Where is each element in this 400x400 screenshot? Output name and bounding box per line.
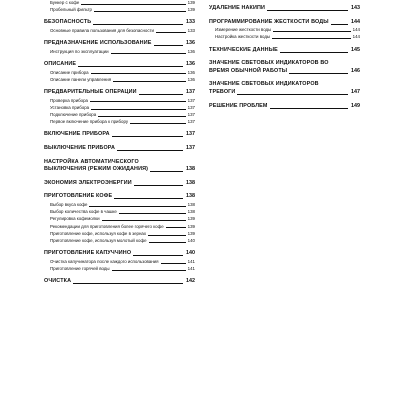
toc-leader-line [134,185,183,186]
toc-leader-line [91,73,186,74]
toc-subsection-entry [44,104,195,111]
toc-leader-line [102,220,186,221]
toc-subsection-entry [44,223,195,230]
toc-page-number: 147 [351,88,360,95]
toc-leader-line [267,10,348,11]
toc-page-number: 149 [351,102,360,109]
toc-entry-title: УДАЛЕНИЕ НАКИПИ [209,5,266,11]
toc-leader-line [111,53,186,54]
toc-section-entry [209,81,360,96]
toc-leader-line [270,108,348,109]
toc-leader-line [89,206,185,207]
toc-entry-title: НАСТРОЙКА АВТОМАТИЧЕСКОГО ВЫКЛЮЧЕНИЯ (РЕЖИМ ОЖИДАНИЯ) [44,158,149,173]
toc-entry-title: Регулировка кофемолки [50,216,100,222]
toc-left-column [44,0,195,286]
toc-page-number: 138 [187,209,195,215]
toc-page-number: 142 [186,278,195,285]
toc-page-number: 137 [187,104,195,110]
toc-leader-line [280,52,348,53]
toc-leader-line [161,263,186,264]
toc-page-number: 138 [186,179,195,186]
toc-subsection-entry [44,76,195,83]
toc-page-number: 137 [186,131,195,138]
toc-page-number: 136 [187,48,195,54]
toc-entry-title: Приготовление кофе, используя кофе в зернах [50,230,147,236]
toc-section-entry [44,278,195,286]
toc-section-entry [209,47,360,55]
toc-page-number: 138 [186,193,195,200]
toc-subsection-entry [44,258,195,265]
toc-section-entry [44,193,195,201]
toc-leader-line [90,101,186,102]
toc-page-number: 139 [187,223,195,229]
toc-subsection-entry [44,230,195,237]
toc-leader-line [133,255,183,256]
toc-leader-line [91,109,186,110]
toc-entry-title: ОЧИСТКА [44,278,72,285]
toc-subsection-entry [44,97,195,104]
toc-leader-line [113,81,186,82]
toc-right-column [209,5,360,110]
toc-leader-line [166,227,186,228]
toc-page-number: 137 [186,89,195,95]
toc-subsection-entry [44,208,195,215]
toc-entry-title: ПРИГОТОВЛЕНИЕ КАПУЧЧИНО [44,250,132,257]
toc-entry-title: Установка прибора [50,104,90,110]
toc-subsection-entry [209,26,360,33]
toc-page-number: 139 [187,0,195,5]
toc-leader-line [272,38,351,39]
toc-page-number: 139 [187,7,195,13]
toc-subsection-entry [44,215,195,222]
toc-leader-line [237,94,348,95]
toc-page-number: 141 [187,265,195,271]
toc-leader-line [78,66,183,67]
toc-page-number: 137 [187,112,195,117]
toc-page-number: 146 [351,67,360,74]
toc-entry-title: Настройка жесткости воды [215,34,271,40]
toc-page-number: 144 [352,27,360,33]
toc-page-number: 137 [187,97,195,103]
toc-entry-title: Приготовление кофе, используя молотый кофе [50,237,147,243]
toc-subsection-entry [44,265,195,272]
toc-entry-title: ПРЕДВАРИТЕЛЬНЫЕ ОПЕРАЦИИ [44,89,137,95]
toc-page-number: 139 [187,230,195,236]
toc-leader-line [150,171,183,172]
toc-entry-title: ПРЕДНАЗНАЧЕНИЕ ИСПОЛЬЗОВАНИЕ [44,40,152,47]
toc-leader-line [289,73,348,74]
toc-entry-title: Инструкция по эксплуатации [50,48,109,54]
toc-leader-line [149,242,186,243]
toc-leader-line [119,213,186,214]
toc-section-entry [44,180,195,188]
toc-leader-line [117,150,183,151]
toc-page-number: 136 [187,76,195,82]
toc-entry-title: Описание прибора [50,69,89,75]
toc-subsection-entry [44,69,195,76]
toc-entry-title: ВЫКЛЮЧЕНИЕ ПРИБОРА [44,145,116,151]
toc-subsection-entry [44,237,195,244]
toc-leader-line [273,31,350,32]
toc-entry-title: Описание панели управления [50,76,112,82]
toc-page-number: 139 [187,216,195,222]
toc-entry-title: Основные правила пользования для безопасности [50,28,154,33]
toc-section-entry [44,250,195,258]
toc-leader-line [112,136,183,137]
toc-entry-title: Подключение прибора [50,112,97,117]
toc-section-entry [44,19,195,27]
toc-page-number: 145 [351,46,360,53]
toc-leader-line [73,283,183,284]
toc-entry-title: ЗНАЧЕНИЕ СВЕТОВЫХ ИНДИКАТОРОВ ВО ВРЕМЯ ОБЫЧНОЙ РАБОТЫ [209,60,329,74]
toc-section-entry [44,145,195,153]
toc-subsection-entry [44,118,195,125]
toc-leader-line [154,45,184,46]
toc-entry-title: ПРИГОТОВЛЕНИЕ КОФЕ [44,193,113,200]
toc-leader-line [98,116,185,117]
toc-page-number: 137 [187,119,195,125]
toc-page-number: 136 [186,40,195,47]
toc-entry-title: ЭКОНОМИЯ ЭЛЕКТРОЭНЕРГИИ [44,179,132,186]
toc-page-number: 136 [187,69,195,75]
toc-section-entry [44,40,195,48]
toc-leader-line [156,32,186,33]
toc-leader-line [114,198,183,199]
toc-leader-line [148,235,186,236]
toc-section-entry [44,61,195,69]
toc-entry-title: Проверка прибора [50,97,88,103]
toc-page-number: 140 [187,237,195,243]
toc-entry-title: ТЕХНИЧЕСКИЕ ДАННЫЕ [209,46,278,53]
toc-subsection-entry [44,48,195,55]
toc-entry-title: Бункер с кофе [50,0,80,5]
toc-page-number: 136 [186,61,195,67]
toc-subsection-entry [209,33,360,40]
toc-page-number: 143 [351,5,360,11]
toc-entry-title: ОПИСАНИЕ [44,61,77,67]
toc-page-number: 144 [352,34,360,40]
toc-entry-title: БЕЗОПАСНОСТЬ [44,19,92,26]
toc-section-entry [44,159,195,174]
toc-entry-title: ЗНАЧЕНИЕ СВЕТОВЫХ ИНДИКАТОРОВ ТРЕВОГИ [209,81,319,95]
toc-page-number: 138 [186,166,195,173]
toc-page-number: 138 [187,201,195,207]
toc-subsection-entry [44,27,195,34]
toc-entry-title: ПРОГРАММИРОВАНИЕ ЖЕСТКОСТИ ВОДЫ [209,18,329,25]
toc-page-number: 141 [187,258,195,264]
toc-section-entry [44,89,195,97]
toc-leader-line [130,123,186,124]
toc-section-entry [209,19,360,27]
toc-entry-title: ВКЛЮЧЕНИЕ ПРИБОРА [44,131,110,138]
toc-leader-line [112,270,186,271]
toc-entry-title: Пробельный фильтр [50,7,92,13]
toc-page-number: 140 [186,250,195,257]
toc-section-entry [209,103,360,111]
toc-entry-title: Приготовление горячей воды [50,265,110,271]
toc-leader-line [139,94,183,95]
toc-subsection-entry [44,201,195,208]
toc-entry-title: Выбор количества кофе в чашке [50,209,117,215]
toc-leader-line [93,24,183,25]
toc-entry-title: Первое включение прибора к прибору [50,119,129,125]
toc-entry-title: Рекомендации для приготовления более горячего кофе [50,223,164,229]
toc-leader-line [331,24,348,25]
toc-page-number: 133 [187,28,195,33]
toc-page-number: 133 [186,19,195,26]
toc-section-entry [209,60,360,75]
toc-entry-title: РЕШЕНИЕ ПРОБЛЕМ [209,102,268,109]
toc-page-number: 144 [351,18,360,25]
toc-page-number: 137 [186,145,195,151]
toc-entry-title: Очистка капучинатора после каждого использования [50,258,159,264]
toc-leader-line [81,4,185,5]
toc-section-entry [44,131,195,139]
toc-subsection-entry [44,111,195,118]
toc-entry-title: Выбор вкуса кофе [50,201,88,207]
toc-section-entry [209,5,360,13]
toc-leader-line [94,11,186,12]
toc-entry-title: Измерение жесткости воды [215,27,272,33]
toc-subsection-entry [44,6,195,13]
